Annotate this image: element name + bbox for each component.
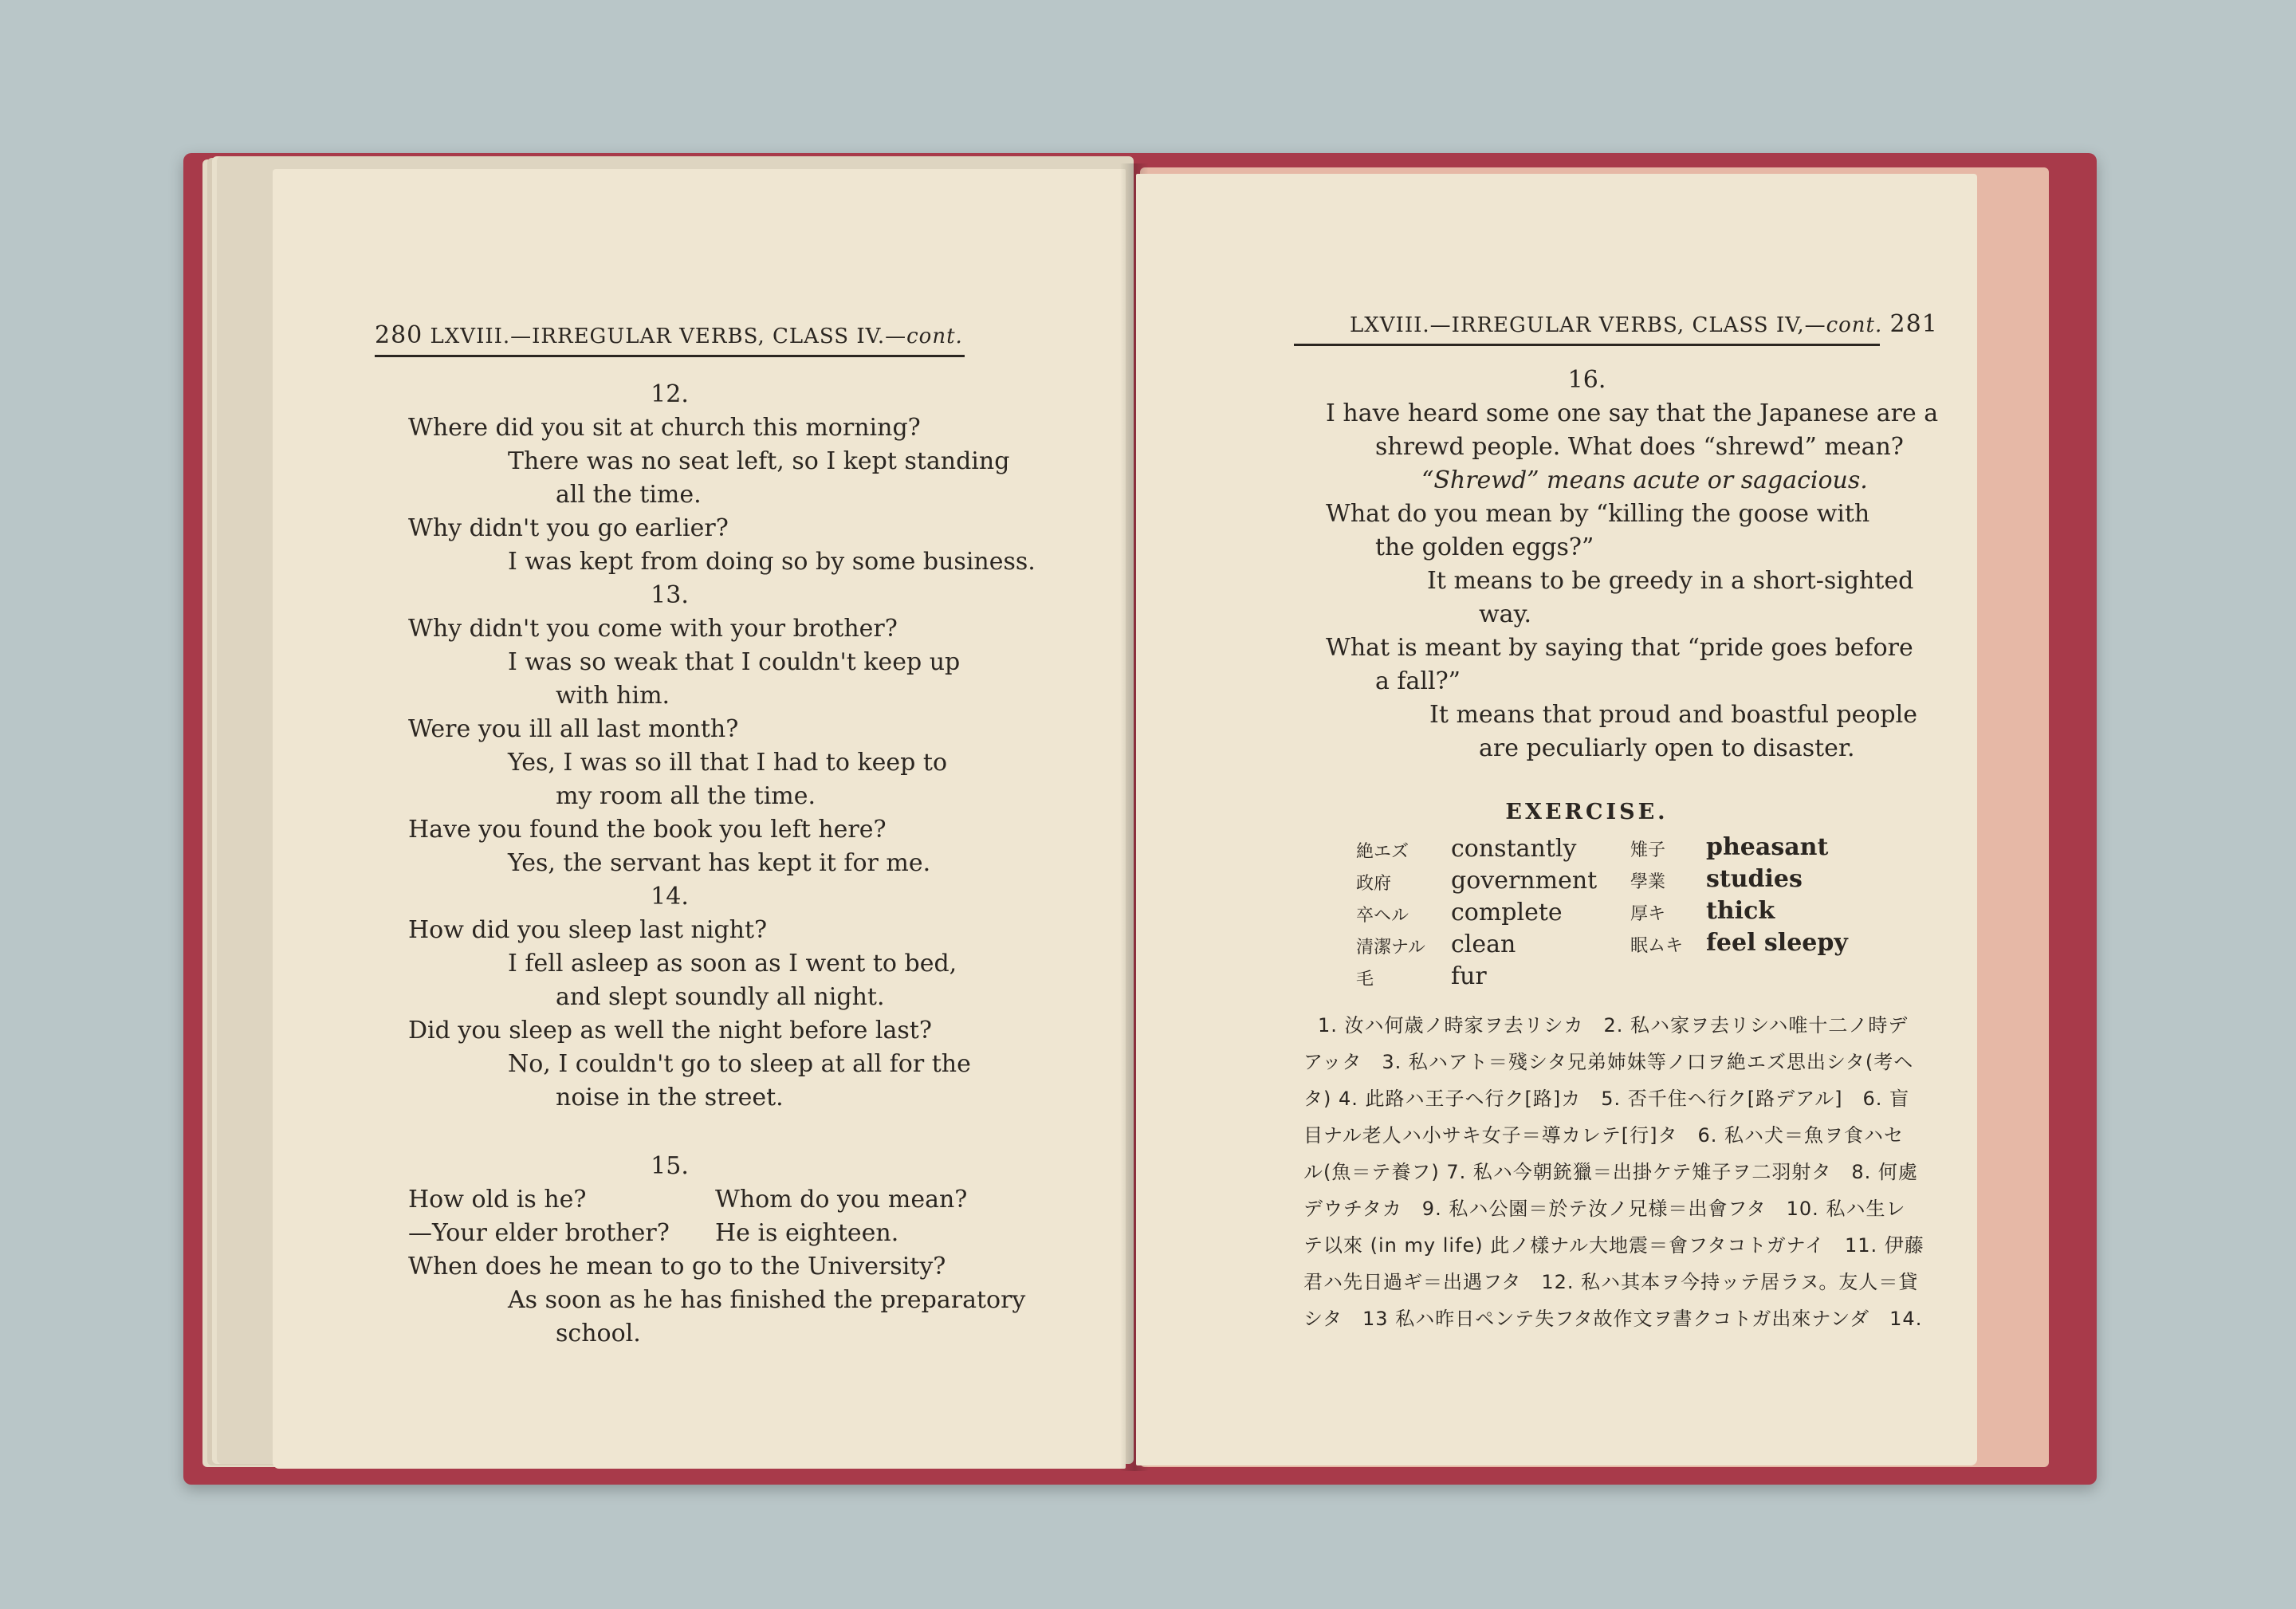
question-line: When does he mean to go to the University? [408,1253,946,1281]
question-line: What is meant by saying that “pride goes before [1326,634,1913,662]
question-line: How old is he? [408,1186,587,1214]
answer-line: noise in the street. [556,1084,784,1111]
exercise-line: タ) 4. 此路ハ王子ヘ行ク[路]カ 5. 否千住ヘ行ク[路デアル] 6. 盲 [1303,1088,1910,1110]
answer-line: It means that proud and boastful people [1429,701,1917,729]
answer-line: my room all the time. [556,782,816,810]
answer-line: school. [556,1320,641,1347]
vocab-jp: 厚キ [1630,904,1666,924]
right-cont: cont. [1826,313,1883,337]
answer-line: “Shrewd” means acute or sagacious. [1421,466,1868,494]
answer-line: all the time. [556,481,702,509]
vocab-en: government [1451,867,1598,895]
question-line: —Your elder brother? [408,1219,670,1247]
exercise-line: 1. 汝ハ何歳ノ時家ヲ去リシカ 2. 私ハ家ヲ去リシハ唯十二ノ時デ [1318,1014,1909,1037]
right-page [1136,174,1977,1465]
exercise-line: デウチタカ 9. 私ハ公園＝於テ汝ノ兄様＝出會フタ 10. 私ハ生レ [1303,1198,1906,1220]
vocab-en: constantly [1451,835,1577,863]
left-page [273,169,1126,1469]
right-page-header [1350,308,1938,342]
vocab-en: feel sleepy [1706,929,1848,957]
question-line: Whom do you mean? [715,1186,968,1214]
answer-line: with him. [556,682,670,710]
section-number-16: 16. [1567,366,1606,394]
exercise-line: 君ハ先日過ギ＝出遇フタ 12. 私ハ其本ヲ今持ッテ居ラヌ。友人＝貸 [1303,1271,1919,1293]
section-number-14: 14. [651,883,689,911]
vocab-jp: 雉子 [1630,840,1666,860]
left-section-title: LXVIII.—IRREGULAR VERBS, CLASS IV.— [430,325,907,348]
answer-line: I was kept from doing so by some business. [508,548,1036,576]
left-cont: cont. [906,325,963,348]
left-page-header [375,319,963,353]
exercise-line: ル(魚＝テ養フ) 7. 私ハ今朝銃獵＝出掛ケテ雉子ヲ二羽射タ 8. 何處 [1303,1161,1918,1183]
left-header-rule [375,355,965,357]
answer-line: and slept soundly all night. [556,983,885,1011]
section-number-13: 13. [651,581,689,609]
vocab-en: pheasant [1706,833,1829,861]
vocab-jp: 毛 [1356,970,1374,989]
right-page-number: 281 [1889,310,1938,338]
question-line: Did you sleep as well the night before last? [408,1017,932,1044]
vocab-jp: 政府 [1356,874,1392,894]
vocab-jp: 清潔ナル [1356,938,1425,958]
question-line: Were you ill all last month? [408,715,739,743]
answer-line: Yes, I was so ill that I had to keep to [508,749,948,777]
vocab-jp: 絶エズ [1356,842,1409,862]
exercise-line: アッタ 3. 私ハアト＝殘シタ兄弟姉妹等ノ口ヲ絶エズ思出シタ(考ヘ [1303,1051,1914,1073]
exercise-line: シタ 13 私ハ昨日ペンテ失フタ故作文ヲ書クコトガ出來ナンダ 14. [1303,1308,1923,1330]
right-header-rule [1294,344,1880,346]
answer-line: I was so weak that I couldn't keep up [508,648,961,676]
vocab-en: fur [1451,962,1487,990]
answer-line: way. [1479,600,1532,628]
answer-line: No, I couldn't go to sleep at all for the [508,1050,971,1078]
answer-line: Yes, the servant has kept it for me. [508,849,931,877]
question-line: a fall?” [1375,667,1461,695]
answer-line: I fell asleep as soon as I went to bed, [508,950,957,978]
answer-line: are peculiarly open to disaster. [1479,734,1855,762]
question-line: shrewd people. What does “shrewd” mean? [1375,433,1904,461]
vocab-jp: 眠ムキ [1630,936,1684,956]
question-line: Where did you sit at church this morning? [408,414,921,442]
vocab-jp: 學業 [1630,872,1666,892]
question-line: I have heard some one say that the Japanese are a [1326,399,1939,427]
exercise-heading: EXERCISE. [1505,800,1669,824]
answer-line: There was no seat left, so I kept standing [508,447,1010,475]
answer-line: It means to be greedy in a short-sighted [1427,567,1914,595]
question-line: Have you found the book you left here? [408,816,887,844]
exercise-line: 目ナル老人ハ小サキ女子＝導カレテ[行]タ 6. 私ハ犬＝魚ヲ食ハセ [1303,1124,1905,1147]
exercise-line: テ以來 (in my life) 此ノ樣ナル大地震＝會フタコトガナイ 11. 伊藤 [1303,1234,1924,1257]
vocab-en: studies [1706,865,1803,893]
vocab-jp: 卒ヘル [1356,906,1409,926]
left-page-number: 280 [375,321,423,349]
question-line: Why didn't you come with your brother? [408,615,898,643]
vocab-en: thick [1706,897,1775,925]
answer-line: He is eighteen. [715,1219,899,1247]
question-line: What do you mean by “killing the goose with [1326,500,1870,528]
right-section-title: LXVIII.—IRREGULAR VERBS, CLASS IV,— [1350,313,1826,337]
vocab-en: complete [1451,899,1563,926]
answer-line: As soon as he has finished the preparatory [508,1286,1026,1314]
section-number-12: 12. [651,380,689,408]
question-line: How did you sleep last night? [408,916,768,944]
question-line: Why didn't you go earlier? [408,514,729,542]
section-number-15: 15. [651,1152,689,1180]
vocab-en: clean [1451,930,1516,958]
question-line: the golden eggs?” [1375,533,1594,561]
